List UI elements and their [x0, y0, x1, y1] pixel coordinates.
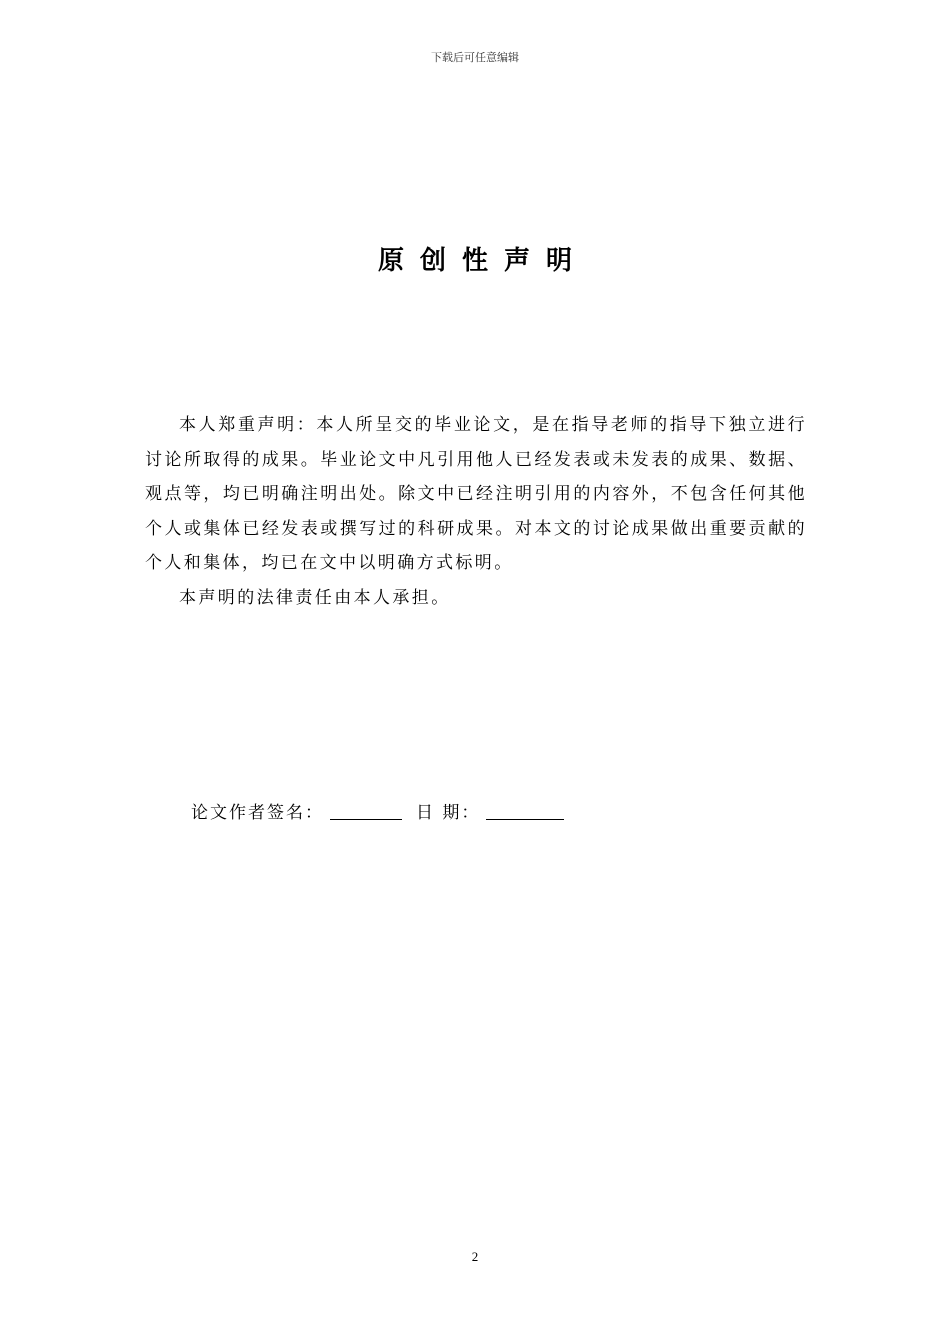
declaration-body [145, 408, 807, 615]
page-number: 2 [471, 1249, 479, 1264]
declaration-paragraph: 本人郑重声明：本人所呈交的毕业论文，是在指导老师的指导下独立进行讨论所取得的成果。毕业论文中凡引用他人已经发表或未发表的成果、数据、观点等，均已明确注明出处。除文中已经注明引用的内容外，不包含任何其他个人或集体已经发表或撰写过的科研成果。对本文的讨论成果做出重要贡献的个人和集体，均已在文中以明确方式标明。 [145, 415, 807, 573]
date-label: 日 期： [416, 803, 481, 823]
liability-paragraph: 本声明的法律责任由本人承担。 [179, 587, 451, 608]
date-blank [486, 818, 564, 820]
author-signature-label: 论文作者签名： [191, 803, 324, 823]
header-note: 下载后可任意编辑 [431, 51, 519, 64]
page-title: 原创性声明 [377, 246, 588, 276]
signature-blank [330, 818, 402, 820]
signature-line [191, 798, 564, 823]
